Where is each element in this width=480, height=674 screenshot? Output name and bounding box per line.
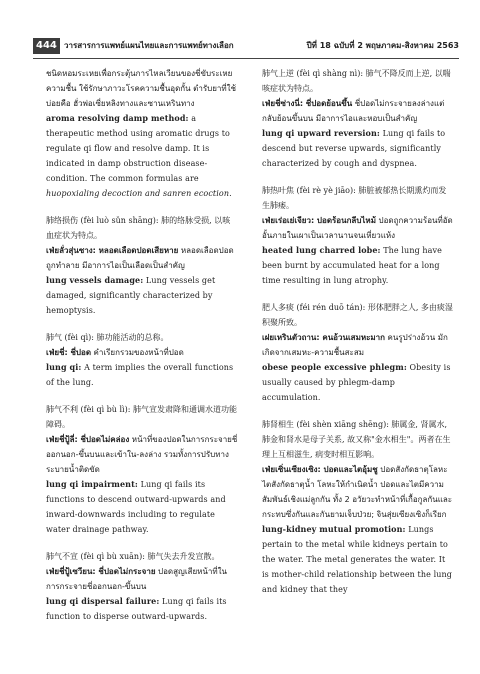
entry-english-definition: Obesity is usually caused by phlegm-damp accumulation. <box>262 363 451 402</box>
entry-thai-definition: หน้าที่ของปอดในการกระจายชี่ออกนอก-ขึ้นบนและเข้าใน-ลงล่าง รวมทั้งการปรับทางระบายน้ำติดขัด <box>46 435 238 474</box>
entry-thai-text <box>46 432 238 477</box>
entry-thai-text <box>262 462 454 522</box>
entry-thai-definition: คำเรียกรวมของหน้าที่ปอด <box>91 348 184 357</box>
entry-thai-text <box>46 243 238 273</box>
entry-english-definition: Lung qi fails to descend but reverse upwards, significantly characterized by cough and dyspnea. <box>262 129 446 168</box>
entry-english-text <box>46 360 238 390</box>
entry-english-term: aroma resolving damp method: <box>46 113 189 123</box>
entry-thai-term: เฟ่ยลั่วสุ่นซาง: หลอดเลือดปอดเสียหาย <box>46 246 179 255</box>
entry-english-definition: Lung qi fails its functions to descend outward-upwards and inward-downwards including to regulate water drainage pathway. <box>46 480 226 534</box>
entry-thai-text: ชนิดหอมระเหยเพื่อกระตุ้นการไหลเวียนของชี่ขับระเหยความชื้น ใช้รักษาภาวะโรคความชื้นอุดกั้น ตำรับยาที่ใช้บ่อยคือ ฮั่วพ่อเซี่ยหลิงทางและซานเหรินทาง <box>46 69 237 108</box>
entry-thai-term: เฟ่ยชี่: ชี่ปอด <box>46 348 92 357</box>
entry-english-text <box>46 273 238 318</box>
entry-english-text <box>262 360 454 405</box>
entry-english-text <box>262 243 454 288</box>
entry-english-text <box>46 111 238 201</box>
entry-lung-qi-impairment <box>46 402 238 537</box>
entry-chinese-text: 肺肾相生 (fèi shèn xiāng shēng): 肺属金, 肾属水, 肺金和肾水是母子关系, 故又称"金水相生"。两者在生理上互相滋生, 病变时相互影响。 <box>262 420 451 459</box>
entry-thai-term: เฟ่ยชี่ปู้เซวียน: ชี่ปอดไม่กระจาย <box>46 567 156 576</box>
entry-lung-kidney-mutual-promotion <box>262 417 454 597</box>
entry-thai-term: เฟ่ยเร่อเย่เจียว: ปอดร้อนกลีบไหม้ <box>262 216 376 225</box>
entry-thai-definition: ปอดสังกัดธาตุโลหะ ไตสังกัดธาตุน้ำ โลหะให้กำเนิดน้ำ ปอดและไตมีความสัมพันธ์เชิงแม่ลูกกัน ทั้ง 2 อวัยวะทำหน้าที่เกื้อกูลกันและกระทบซึ่งกันและกันยามเจ็บป่วย; จินสุ่ยเซียงเซิงก็เรียก <box>262 465 453 519</box>
page-header <box>33 38 459 56</box>
entry-english-text <box>262 522 454 597</box>
entry-heated-lung-charred-lobe <box>262 183 454 288</box>
entry-english-definition: Lung vessels get damaged, significantly characterized by hemoptysis. <box>46 276 216 315</box>
entry-english-term: lung qi dispersal failure: <box>46 596 160 606</box>
entry-thai-text <box>262 213 454 243</box>
entry-thai-definition: ปอดถูกความร้อนที่อัดอั้นภายในเผาเป็นเวลานานจนเหี่ยวแห้ง <box>262 216 453 240</box>
entry-aroma-resolving-damp <box>46 66 238 201</box>
entry-english-term: lung qi: <box>46 362 82 372</box>
header-rule <box>33 58 459 59</box>
entry-chinese-text: 肺热叶焦 (fèi rè yè jiāo): 肺脏被郁热长期熏灼而发生肺痿。 <box>262 186 447 210</box>
entry-english-text <box>46 594 238 624</box>
entry-thai-definition: ชี่ปอดไม่กระจายลงล่างแต่กลับย้อนขึ้นบน มีอาการไอและหอบเป็นสำคัญ <box>262 99 445 123</box>
entry-lung-qi-dispersal-failure <box>46 549 238 624</box>
entry-english-definition: Lung qi fails its function to disperse outward-upwards. <box>46 597 227 621</box>
entry-thai-term: เฟ่ยเซิ่นเซียงเซิง: ปอดและไตอุ้มชู <box>262 465 378 474</box>
entry-lung-vessels-damage <box>46 213 238 318</box>
entry-thai-text <box>262 96 454 126</box>
entry-english-term: obese people excessive phlegm: <box>262 362 407 372</box>
entry-english-text <box>262 126 454 171</box>
entry-chinese-text: 肺气上逆 (fèi qì shàng nì): 肺气不降反而上逆, 以喘咳症状为特点。 <box>262 69 451 93</box>
entry-english-definition: A term implies the overall functions of the lung. <box>46 363 234 387</box>
entry-chinese-text: 肺气 (fèi qì): 肺功能活动的总称。 <box>46 333 169 342</box>
entry-thai-definition: คนรูปร่างอ้วน มักเกิดจากเสมหะ-ความชื้นสะสม <box>262 333 448 357</box>
issue-info: ปีที่ 18 ฉบับที่ 2 พฤษภาคม-สิงหาคม 2563 <box>306 41 459 50</box>
entry-thai-text <box>46 345 238 360</box>
left-column <box>46 66 238 624</box>
entry-thai-definition: หลอดเลือดปอดถูกทำลาย มีอาการไอเป็นเลือดเป็นสำคัญ <box>46 246 234 270</box>
entry-thai-text <box>46 564 238 594</box>
entry-english-term: heated lung charred lobe: <box>262 245 381 255</box>
entry-lung-qi-upward-reversion <box>262 66 454 171</box>
entry-english-term: lung vessels damage: <box>46 275 144 285</box>
entry-english-term: lung qi upward reversion: <box>262 128 380 138</box>
entry-thai-term: เฟ่ยชี่ปู้ลี่: ชี่ปอดไม่คล่อง <box>46 435 130 444</box>
entry-chinese-text: 肥人多痰 (féi rén duō tán): 形体肥胖之人, 多由痰湿积聚所致。 <box>262 303 453 327</box>
entry-english-definition: a therapeutic method using aromatic drugs to regulate qi flow and resolve damp. It is indicated in damp obstruction disease-condition. The common formulas are <box>46 114 230 183</box>
entry-english-definition: The lung have been burnt by accumulated heat for a long time resulting in lung atrophy. <box>262 246 443 285</box>
entry-obese-people-excessive-phlegm <box>262 300 454 405</box>
entry-english-text <box>46 477 238 537</box>
entry-chinese-text: 肺气不宣 (fèi qì bù xuān): 肺气失去升发宣散。 <box>46 552 220 561</box>
entry-thai-text <box>262 330 454 360</box>
page-number: 444 <box>33 38 60 54</box>
entry-lung-qi <box>46 330 238 390</box>
entry-formula-names: huopoxialing decoction and sanren ecoction. <box>46 189 232 198</box>
journal-title: วารสารการแพทย์แผนไทยและการแพทย์ทางเลือก <box>64 41 234 50</box>
entry-thai-term: เฝยเหรินตัวถาน: คนอ้วนเสมหะมาก <box>262 333 386 342</box>
entry-english-term: lung-kidney mutual promotion: <box>262 524 406 534</box>
entry-thai-term: เฟ่ยชี่ซ่างนี่: ชี่ปอดย้อนขึ้น <box>262 99 353 108</box>
entry-chinese-text: 肺气不利 (fèi qì bù lì): 肺气宣发肃降和通调水道功能障碍。 <box>46 405 237 429</box>
entry-english-definition: Lungs pertain to the metal while kidneys pertain to the water. The metal generates the water. It is mother-child relationship between the lung and kidney that they <box>262 525 452 594</box>
entry-chinese-text: 肺络损伤 (fèi luò sǔn shāng): 肺的络脉受损, 以咳血症状为特点。 <box>46 216 231 240</box>
entry-english-term: lung qi impairment: <box>46 479 138 489</box>
entry-thai-definition: ปอดสูญเสียหน้าที่ในการกระจายชี่ออกนอก-ขึ้นบน <box>46 567 228 591</box>
right-column <box>262 66 454 597</box>
